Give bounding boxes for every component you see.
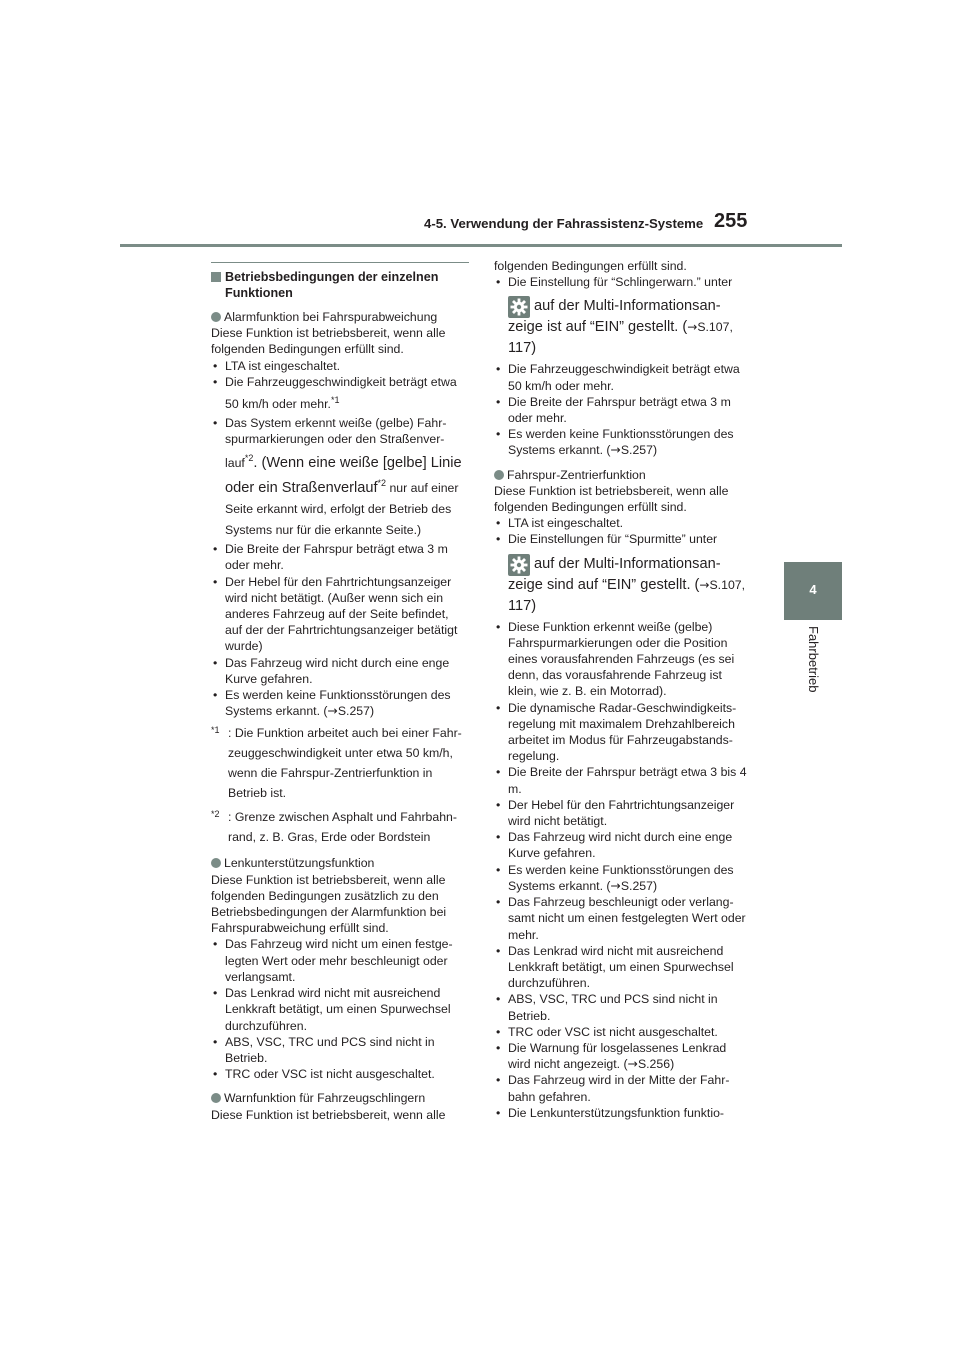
list-item-cont: zeige sind auf “EIN” gestellt. (→S.107, — [508, 576, 746, 593]
list-item: • Es werden keine Funktionsstörungen des Systems erkannt. (→S.257) — [494, 862, 750, 894]
arrow-right-icon: → — [327, 704, 338, 719]
list-item: • Das Fahrzeug beschleunigt oder verlang-samt nicht um einen festgelegten Wert oder mehr. — [494, 894, 750, 943]
left-column — [211, 262, 469, 1123]
footnote-ref: *1 — [330, 395, 340, 406]
page-number: 255 — [714, 210, 748, 232]
page-reference-cont[interactable]: 117) — [508, 340, 537, 357]
list-item: • ABS, VSC, TRC und PCS sind nicht in Betrieb. — [494, 991, 750, 1023]
arrow-right-icon: → — [687, 320, 698, 335]
list-item: • Das Fahrzeug wird nicht durch eine enge Kurve gefahren. — [211, 655, 469, 687]
list-item: • Die Breite der Fahrspur beträgt etwa 3 m oder mehr. — [211, 541, 469, 573]
list-item: • Der Hebel für den Fahrtrichtungsanzeiger wird nicht betätigt. — [494, 797, 750, 829]
list-item: • Die Einstellungen für “Spurmitte” unter — [494, 531, 750, 547]
list-item: • Das Lenkrad wird nicht mit ausreichend Lenkkraft betätigt, um einen Spurwechsel durchzuführen. — [211, 985, 469, 1034]
list-item-cont: 50 km/h oder mehr.$^{*1}$ — [225, 395, 340, 412]
sway-intro: Diese Funktion ist betriebsbereit, wenn alle — [211, 1107, 446, 1122]
section-title: 4-5. Verwendung der Fahrassistenz-Systeme — [424, 216, 704, 231]
list-item: • Die Breite der Fahrspur beträgt etwa 3 bis 4 m. — [494, 764, 750, 796]
list-item: • Das System erkennt weiße (gelbe) Fahr-spurmarkierungen oder den Straßenver- — [211, 415, 469, 447]
list-item-cont: lauf$^{*2}$. (Wenn eine weiße [gelbe] Linie — [225, 452, 462, 471]
right-column — [494, 258, 750, 1121]
chapter-label-box — [784, 624, 842, 714]
center-intro: Diese Funktion ist betriebsbereit, wenn alle folgenden Bedingungen erfüllt sind. — [494, 483, 729, 515]
gear-icon — [508, 296, 530, 318]
list-item: • Die Warnung für losgelassenes Lenkrad wird nicht angezeigt. (→S.256) — [494, 1040, 750, 1072]
list-item: • TRC oder VSC ist nicht ausgeschaltet. — [494, 1024, 750, 1040]
list-item: • Die Fahrzeuggeschwindigkeit beträgt etwa 50 km/h oder mehr. — [494, 361, 750, 393]
lta-intro: Diese Funktion ist betriebsbereit, wenn alle folgenden Bedingungen erfüllt sind. — [211, 326, 446, 357]
page-reference-cont[interactable]: 117) — [508, 597, 537, 614]
list-item-cont: zeige ist auf “EIN” gestellt. (→S.107, — [508, 319, 733, 336]
section-divider — [211, 262, 469, 263]
sway-intro-cont: folgenden Bedingungen erfüllt sind. — [494, 259, 687, 273]
list-item: • Das Lenkrad wird nicht mit ausreichend Lenkkraft betätigt, um einen Spurwechsel durchzuführen. — [494, 943, 750, 992]
list-item: • Der Hebel für den Fahrtrichtungsanzeiger wird nicht betätigt. (Außer wenn sich ein anderes Fahrzeug auf der Seite befindet, auf der der Fahrtrichtungsanzeiger betätigt wurde) — [211, 574, 469, 655]
list-item: • TRC oder VSC ist nicht ausgeschaltet. — [211, 1066, 469, 1082]
list-item: • Das Fahrzeug wird nicht durch eine enge Kurve gefahren. — [494, 829, 750, 861]
circle-bullet-icon — [211, 312, 221, 322]
footnote-ref: *2 — [244, 452, 254, 463]
section-heading: Betriebsbedingungen der einzelnen Funktionen — [211, 269, 469, 301]
chapter-number: 4 — [809, 582, 817, 597]
list-item: • Diese Funktion erkennt weiße (gelbe) Fahrspurmarkierungen oder die Position eines vorausfahrenden Fahrzeugs (es sei denn, das vorausfahrende Fahrzeug ist klein, wie z. B. ein Motorrad). — [494, 619, 750, 700]
settings-line: auf der Multi-Informationsan- — [494, 295, 750, 317]
list-item: • Die dynamische Radar-Geschwindigkeits-regelung mit maximalem Drehzahlbereich arbeitet im Modus für Fahrzeugabstands-regelung. — [494, 700, 750, 765]
list-item: • Die Fahrzeuggeschwindigkeit beträgt etwa — [211, 374, 469, 390]
list-item: • Das Fahrzeug wird nicht um einen festge-legten Wert oder mehr beschleunigt oder verlangsamt. — [211, 936, 469, 985]
arrow-right-icon: → — [610, 878, 621, 893]
chapter-label: Fahrbetrieb — [806, 626, 821, 693]
arrow-right-icon: → — [627, 1057, 638, 1072]
page-reference[interactable]: S.257) — [337, 704, 375, 719]
page-reference[interactable]: S.257) — [620, 443, 658, 458]
list-item: • LTA ist eingeschaltet. — [211, 358, 469, 374]
arrow-right-icon: → — [610, 443, 621, 458]
settings-line: auf der Multi-Informationsan- — [494, 553, 750, 575]
subsection-lta-title: Alarmfunktion bei Fahrspurabweichung — [211, 309, 469, 325]
page-reference[interactable]: S.256) — [637, 1057, 675, 1072]
page-reference[interactable]: S.107, — [709, 577, 746, 592]
circle-bullet-icon — [211, 1093, 221, 1103]
gear-icon — [508, 554, 530, 576]
header-divider — [120, 244, 842, 247]
circle-bullet-icon — [211, 858, 221, 868]
list-item: • Es werden keine Funktionsstörungen des Systems erkannt. (→S.257) — [494, 426, 750, 458]
steer-intro: Diese Funktion ist betriebsbereit, wenn alle folgenden Bedingungen zusätzlich zu den Betriebsbedingungen der Alarmfunktion bei Fahrspurabweichung erfüllt sind. — [211, 872, 447, 936]
subsection-center-title: Fahrspur-Zentrierfunktion — [494, 467, 750, 483]
footnote-1: *1 : Die Funktion arbeitet auch bei einer Fahr-zeuggeschwindigkeit unter etwa 50 km/h, wenn die Fahrspur-Zentrierfunktion in Betrieb ist. — [211, 723, 469, 803]
circle-bullet-icon — [494, 470, 504, 480]
list-item: • Die Einstellung für “Schlingerwarn.” unter — [494, 274, 750, 290]
list-item-cont: oder ein Straßenverlauf$^{*2}$ nur auf einer Seite erkannt wird, erfolgt der Betrieb des Systems nur für die erkannte Seite.) — [225, 478, 459, 538]
arrow-right-icon: → — [699, 577, 710, 592]
list-item: • Die Lenkunterstützungsfunktion funktio- — [494, 1105, 750, 1121]
page-reference[interactable]: S.107, — [697, 320, 733, 335]
page-reference[interactable]: S.257) — [620, 878, 658, 893]
list-item: • LTA ist eingeschaltet. — [494, 515, 750, 531]
footnote-2: *2 : Grenze zwischen Asphalt und Fahrbahn-rand, z. B. Gras, Erde oder Bordstein — [211, 807, 469, 847]
subsection-sway-title: Warnfunktion für Fahrzeugschlingern — [211, 1090, 469, 1106]
square-bullet-icon — [211, 272, 221, 282]
list-item: • ABS, VSC, TRC und PCS sind nicht in Betrieb. — [211, 1034, 469, 1066]
subsection-steer-title: Lenkunterstützungsfunktion — [211, 855, 469, 871]
list-item: • Das Fahrzeug wird in der Mitte der Fahr-bahn gefahren. — [494, 1072, 750, 1104]
footnote-mark: *1 — [211, 725, 220, 736]
list-item: • Es werden keine Funktionsstörungen des Systems erkannt. (→S.257) — [211, 687, 469, 719]
chapter-tab — [784, 562, 842, 620]
footnote-mark: *2 — [211, 809, 220, 820]
list-item: • Die Breite der Fahrspur beträgt etwa 3 m oder mehr. — [494, 394, 750, 426]
footnote-ref: *2 — [377, 478, 387, 489]
